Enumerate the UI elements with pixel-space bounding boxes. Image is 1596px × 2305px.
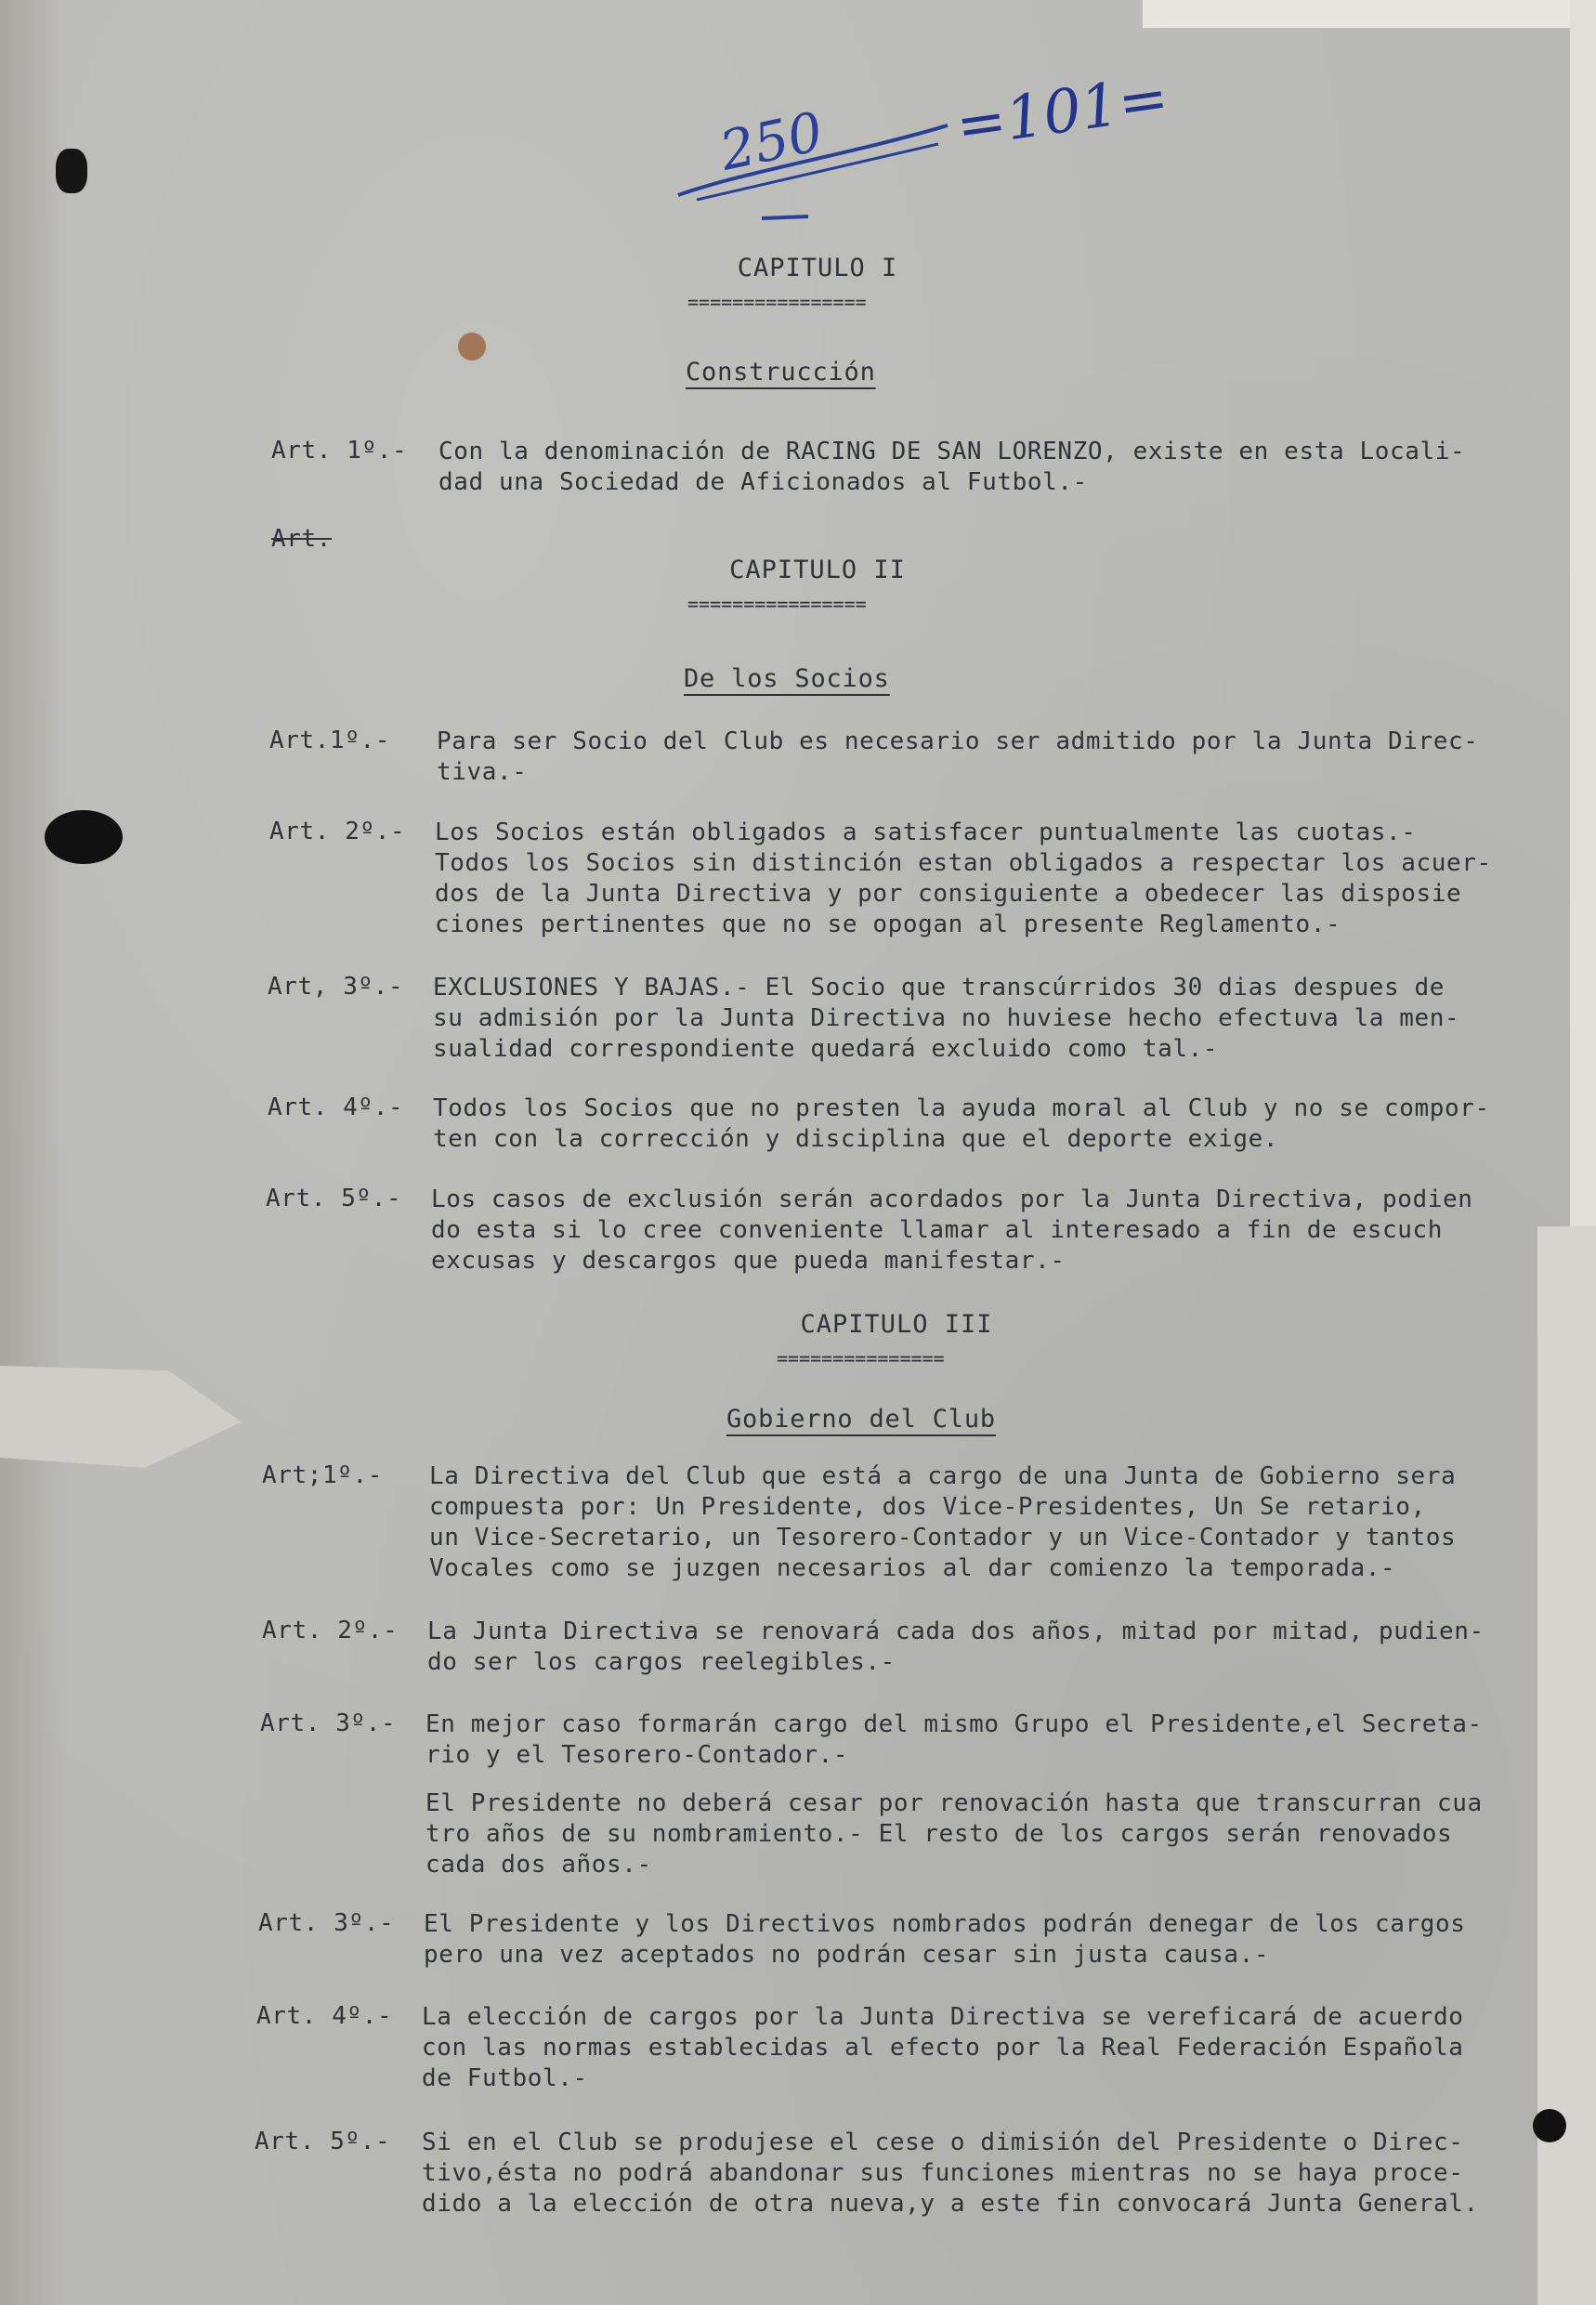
article-text: Los Socios están obligados a satisfacer puntualmente las cuotas.- Todos los Socios sin distinción estan obligados a respectar los acuer- dos de la Junta Directiva y por consiguiente a obedecer las disposie ciones pertinentes que no se opogan al presente Reglamento.- [435,819,1492,938]
article-text: EXCLUSIONES Y BAJAS.- El Socio que transcúrridos 30 dias despues de su admisión por la Junta Directiva no huviese hecho efectuva la men- sualidad correspondiente quedará excluido como tal.- [433,974,1460,1063]
struck-article-label: Art. [271,525,333,553]
article-label: Art. 3º.- [258,1909,395,1937]
paper-strip-top [1143,0,1596,28]
ink-blot [56,149,87,193]
heading-rule: ================ [687,593,867,615]
article-label: Art. 5º.- [255,2128,391,2155]
heading-rule: =============== [777,1347,945,1369]
handwritten-page-number: =101= [951,63,1173,162]
ink-blot [1533,2109,1566,2142]
article-text: La elección de cargos por la Junta Directiva se vereficará de acuerdo con las normas establecidas al efecto por la Real Federación Española de Futbol.- [422,2003,1464,2092]
page-edge-shadow [0,0,65,2305]
chapter-subheading: Construcción [686,358,876,386]
paper-strip-right [1537,1226,1596,2305]
chapter-heading: CAPITULO III [800,1310,993,1339]
paper-strip-right-top [1570,0,1596,1226]
article-text: El Presidente no deberá cesar por renovación hasta que transcurran cua tro años de su nombramiento.- El resto de los cargos serán renovados cada dos años.- [425,1789,1483,1879]
article-label: Art;1º.- [262,1461,384,1489]
article-label: Art. 2º.- [269,818,406,845]
article-text: Los casos de exclusión serán acordados por la Junta Directiva, podien do esta si lo cree conveniente llamar al interesado a fin de escuch excusas y descargos que pueda manifestar.- [431,1185,1473,1275]
article-text: La Directiva del Club que está a cargo de una Junta de Gobierno sera compuesta por: Un Presidente, dos Vice-Presidentes, Un Se retario, un Vice-Secretario, un Tesorero-Contador y un Vice-Contador y tantos Vocales como se juzgen necesarios al dar comienzo la temporada.- [429,1462,1457,1582]
chapter-heading: CAPITULO I [737,254,898,282]
article-text: Todos los Socios que no presten la ayuda moral al Club y no se compor- ten con la corrección y disciplina que el deporte exige. [433,1094,1490,1153]
article-label: Art. 5º.- [266,1185,402,1212]
rust-stain [458,333,486,360]
article-text: Si en el Club se produjese el cese o dimisión del Presidente o Direc- tivo,ésta no podrá abandonar sus funciones mientras no se haya proce- dido a la elección de otra nueva,y a este fin convocará Junta General. [422,2128,1479,2218]
chapter-heading: CAPITULO II [729,556,906,584]
article-label: Art.1º.- [269,727,391,754]
chapter-subheading: Gobierno del Club [726,1405,996,1434]
article-label: Art. 4º.- [268,1094,404,1121]
article-label: Art. 2º.- [262,1617,399,1644]
heading-rule: ================ [687,291,867,313]
ink-blot [45,810,123,864]
article-label: Art. 1º.- [271,437,408,465]
article-label: Art, 3º.- [268,973,404,1001]
paper-tear-left [0,1366,242,1468]
article-text: Con la denominación de RACING DE SAN LORENZO, existe en esta Locali- dad una Sociedad de Aficionados al Futbol.- [438,438,1466,496]
article-text: El Presidente y los Directivos nombrados podrán denegar de los cargos pero una vez aceptados no podrán cesar sin justa causa.- [424,1910,1466,1969]
handwritten-old-number: 250 [714,99,829,183]
article-text: Para ser Socio del Club es necesario ser admitido por la Junta Direc- tiva.- [437,727,1479,786]
article-label: Art. 4º.- [256,2002,393,2030]
chapter-subheading: De los Socios [684,664,890,693]
article-text: La Junta Directiva se renovará cada dos años, mitad por mitad, pudien- do ser los cargos reelegibles.- [427,1617,1485,1676]
article-label: Art. 3º.- [260,1709,397,1737]
article-text: En mejor caso formarán cargo del mismo Grupo el Presidente,el Secreta- rio y el Tesorero-Contador.- [425,1710,1483,1769]
